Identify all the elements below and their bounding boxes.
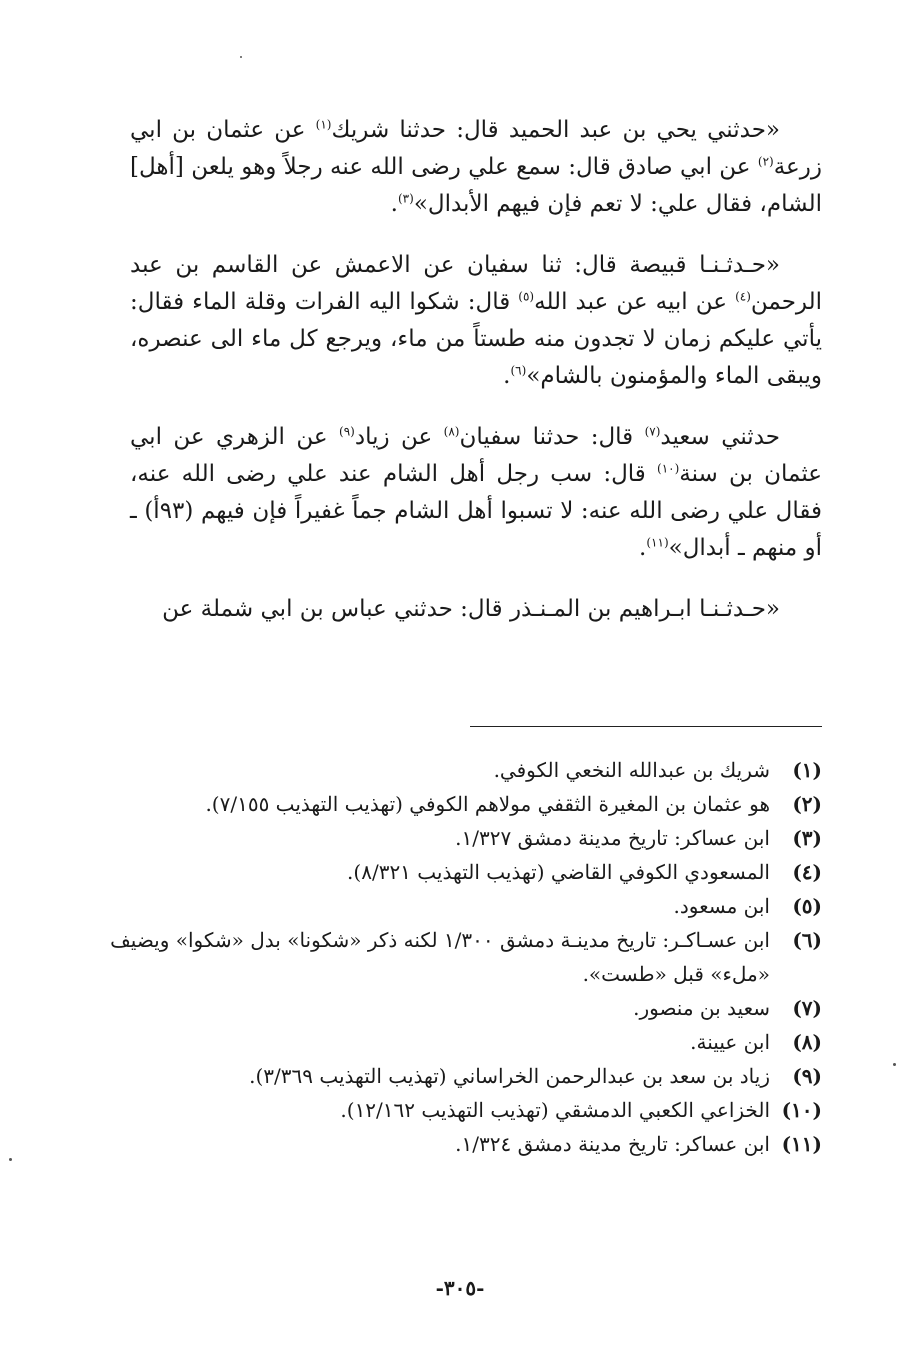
- scan-speck: [9, 1158, 12, 1161]
- scan-speck: [240, 56, 242, 58]
- footnote-marker: (١): [315, 117, 332, 132]
- footnote-text: سعيد بن منصور.: [633, 996, 770, 1020]
- footnote-number: (٨): [792, 1030, 822, 1054]
- text-paragraph: [130, 419, 822, 567]
- text-segment: .: [503, 363, 511, 389]
- text-segment: عن ابي صادق قال: سمع علي رضى الله عنه رجلاً وهو يلعن [أهل] الشام، فقال علي: لا تعم فإن فيهم الأبدال»: [130, 154, 822, 217]
- text-segment: «حـدثـنـا قبيصة قال: ثنا سفيان عن الاعمش عن القاسم بن عبد الرحمن: [130, 252, 823, 315]
- footnote-number: (١٠): [781, 1098, 822, 1122]
- text-paragraph: [130, 247, 822, 395]
- footnote-number: (٩): [792, 1064, 822, 1088]
- text-segment: قال: حدثنا سفيان: [459, 424, 645, 450]
- footnote-number: (٣): [792, 826, 822, 850]
- footnote-item: [102, 855, 822, 889]
- footnote-marker: (٣): [397, 191, 414, 206]
- footnote-marker: (١١): [646, 535, 669, 550]
- text-paragraph: [130, 591, 822, 628]
- text-segment: عن زياد: [354, 424, 444, 450]
- footnote-item: [102, 923, 822, 991]
- footnote-item: [102, 821, 822, 855]
- footnote-number: (٦): [792, 928, 822, 952]
- footnote-text: هو عثمان بن المغيرة الثقفي مولاهم الكوفي (تهذيب التهذيب ٧/١٥٥).: [205, 792, 770, 816]
- footnote-separator: [470, 726, 822, 727]
- text-segment: عن عثمان بن ابي زرعة: [130, 117, 822, 180]
- footnote-number: (٢): [792, 792, 822, 816]
- text-segment: «حدثني يحي بن عبد الحميد قال: حدثنا شريك: [331, 117, 780, 143]
- text-segment: .: [639, 535, 647, 561]
- text-segment: عن الزهري عن ابي عثمان بن سنة: [130, 424, 822, 487]
- text-segment: .: [390, 191, 398, 217]
- scan-speck: [893, 1063, 896, 1066]
- footnote-text: الخزاعي الكعبي الدمشقي (تهذيب التهذيب ١٢/١٦٢).: [340, 1098, 770, 1122]
- footnote-text: زياد بن سعد بن عبدالرحمن الخراساني (تهذيب التهذيب ٣/٣٦٩).: [249, 1064, 770, 1088]
- footnote-text: ابن مسعود.: [673, 894, 770, 918]
- footnote-text: شريك بن عبدالله النخعي الكوفي.: [493, 758, 770, 782]
- footnote-item: [102, 753, 822, 787]
- footnote-marker: (٨): [443, 424, 460, 439]
- footnote-marker: (٤): [735, 289, 751, 304]
- page-number: -٣٠٥-: [435, 1276, 485, 1300]
- footnote-text: المسعودي الكوفي القاضي (تهذيب التهذيب ٨/٣٢١).: [347, 860, 770, 884]
- footnote-number: (٧): [792, 996, 822, 1020]
- footnote-text: ابن عسـاكـر: تاريخ مدينـة دمشق ١/٣٠٠ لكنه ذكر «شكونا» بدل «شكوا» ويضيف «ملء» قبل «طست».: [110, 928, 770, 986]
- footnote-number: (٤): [792, 860, 822, 884]
- footnote-text: ابن عساكر: تاريخ مدينة دمشق ١/٣٢٧.: [455, 826, 770, 850]
- footnote-item: [102, 787, 822, 821]
- footnote-number: (٥): [792, 894, 822, 918]
- main-text: [130, 112, 822, 652]
- footnote-text: ابن عيينة.: [690, 1030, 770, 1054]
- footnote-item: [102, 1059, 822, 1093]
- text-segment: قال: سب رجل أهل الشام عند علي رضى الله عنه، فقال علي رضى الله عنه: لا تسبوا أهل الشام جماً غفيراً فإن فيهم (٩٣أ) ـ أو منهم ـ أبدال»: [130, 461, 822, 561]
- footnote-marker: (٢): [757, 154, 774, 169]
- text-segment: «حـدثـنـا ابـراهيم بن المـنـذر قال: حدثني عباس بن ابي شملة عن: [162, 596, 780, 622]
- footnote-marker: (٧): [644, 424, 661, 439]
- footnote-marker: (٩): [339, 424, 355, 439]
- footnote-item: [102, 889, 822, 923]
- text-segment: قال: شكوا اليه الفرات وقلة الماء فقال: يأتي عليكم زمان لا تجدون منه طستاً من ماء، ويرجع كل ماء الى عنصره، ويبقى الماء والمؤمنون بالشام»: [130, 289, 822, 389]
- text-paragraph: [130, 112, 822, 223]
- footnote-item: [102, 1025, 822, 1059]
- footnote-item: [102, 1093, 822, 1127]
- footnote-number: (١١): [781, 1132, 822, 1156]
- footnote-item: [102, 1127, 822, 1161]
- footnote-marker: (٥): [518, 289, 535, 304]
- text-segment: حدثني سعيد: [660, 424, 781, 450]
- footnote-number: (١): [792, 758, 822, 782]
- footnote-marker: (١٠): [657, 461, 680, 476]
- footnotes: [102, 753, 822, 1161]
- footnote-text: ابن عساكر: تاريخ مدينة دمشق ١/٣٢٤.: [455, 1132, 770, 1156]
- text-segment: عن ابيه عن عبد الله: [534, 289, 736, 315]
- footnote-marker: (٦): [510, 363, 527, 378]
- footnote-item: [102, 991, 822, 1025]
